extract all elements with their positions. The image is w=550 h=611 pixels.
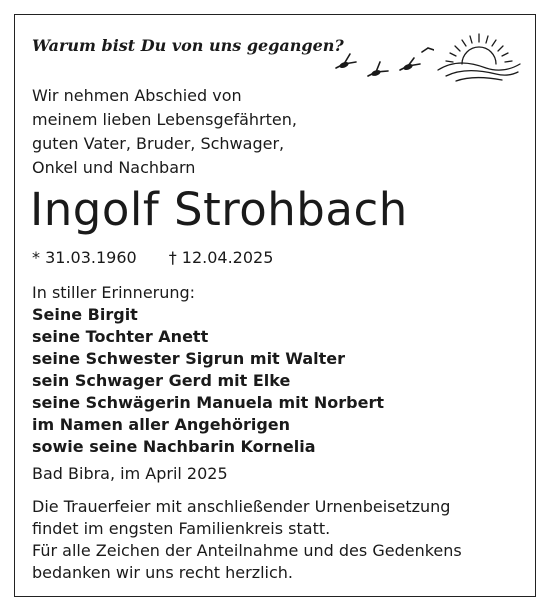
mourner-entry: sein Schwager Gerd mit Elke (32, 371, 291, 390)
flying-birds-icon (330, 46, 434, 78)
mourner-entry: seine Schwägerin Manuela mit Norbert (32, 393, 384, 412)
mourner-entry: sowie seine Nachbarin Kornelia (32, 437, 316, 456)
intro-text (32, 84, 297, 180)
mourners-list (32, 304, 384, 458)
memory-heading: In stiller Erinnerung: (32, 283, 196, 302)
mourner-entry: seine Schwester Sigrun mit Walter (32, 349, 346, 368)
intro-line: Onkel und Nachbarn (32, 158, 196, 177)
place-and-date: Bad Bibra, im April 2025 (32, 464, 228, 483)
motto: Warum bist Du von uns gegangen? (32, 36, 344, 55)
deceased-name: Ingolf Strohbach (30, 183, 408, 236)
notice-line: findet im engsten Familienkreis statt. (32, 519, 331, 538)
notice-line: Für alle Zeichen der Anteilnahme und des Gedenkens (32, 541, 462, 560)
mourner-entry: Seine Birgit (32, 305, 138, 324)
notice-line: bedanken wir uns recht herzlich. (32, 563, 294, 582)
sunset-over-hills-icon (436, 30, 522, 82)
mourner-entry: im Namen aller Angehörigen (32, 415, 291, 434)
birth-date: * 31.03.1960 (32, 248, 137, 267)
intro-line: meinem lieben Lebensgefährten, (32, 110, 297, 129)
funeral-notice (32, 496, 462, 584)
notice-line: Die Trauerfeier mit anschließender Urnenbeisetzung (32, 497, 451, 516)
life-dates (32, 246, 273, 270)
intro-line: guten Vater, Bruder, Schwager, (32, 134, 285, 153)
death-date: † 12.04.2025 (168, 248, 274, 267)
mourner-entry: seine Tochter Anett (32, 327, 209, 346)
intro-line: Wir nehmen Abschied von (32, 86, 242, 105)
